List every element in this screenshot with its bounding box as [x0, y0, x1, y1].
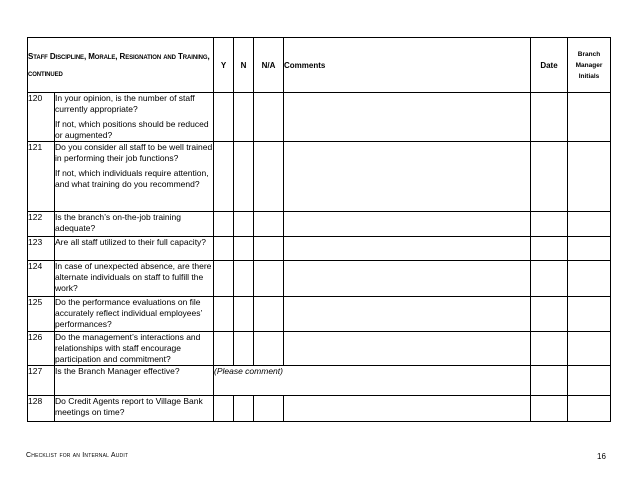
date-cell[interactable] — [531, 297, 568, 332]
comments-cell[interactable] — [284, 396, 531, 422]
date-cell[interactable] — [531, 93, 568, 142]
answer-yes-cell[interactable] — [214, 332, 234, 366]
table-row — [28, 332, 611, 366]
answer-na-cell[interactable] — [254, 93, 284, 142]
date-cell[interactable] — [531, 212, 568, 237]
initials-cell[interactable] — [568, 396, 611, 422]
answer-no-cell[interactable] — [234, 396, 254, 422]
comments-cell[interactable] — [284, 297, 531, 332]
col-comments-header: Comments — [284, 38, 531, 93]
answer-na-cell[interactable] — [254, 142, 284, 212]
col-yes-header: Y — [214, 38, 234, 93]
initials-cell[interactable] — [568, 261, 611, 297]
answer-no-cell[interactable] — [234, 237, 254, 261]
comments-cell[interactable] — [284, 93, 531, 142]
answer-na-cell[interactable] — [254, 212, 284, 237]
date-cell[interactable] — [531, 396, 568, 422]
comments-cell[interactable] — [284, 142, 531, 212]
answer-yes-cell[interactable] — [214, 142, 234, 212]
initials-cell[interactable] — [568, 212, 611, 237]
question-text: Do the performance evaluations on file accurately reflect individual employees’ performances? — [55, 297, 203, 329]
item-number: 125 — [28, 297, 55, 332]
answer-no-cell[interactable] — [234, 142, 254, 212]
initials-cell[interactable] — [568, 93, 611, 142]
question-text: Are all staff utilized to their full capacity? — [55, 237, 207, 247]
table-row — [28, 396, 611, 422]
item-question — [55, 142, 214, 212]
item-question — [55, 297, 214, 332]
date-cell[interactable] — [531, 332, 568, 366]
table-row — [28, 142, 611, 212]
checklist-rows — [28, 93, 611, 422]
col-date-header: Date — [531, 38, 568, 93]
question-text: Do you consider all staff to be well trained in performing their job functions? — [55, 142, 213, 163]
comment-note: (Please comment) — [214, 366, 531, 396]
question-text: If not, which individuals require attention, and what training do you recommend? — [55, 168, 209, 189]
answer-na-cell[interactable] — [254, 237, 284, 261]
date-cell[interactable] — [531, 142, 568, 212]
answer-no-cell[interactable] — [234, 332, 254, 366]
section-title: Staff Discipline, Morale, Resignation and Training, continued — [28, 38, 214, 93]
comments-cell[interactable] — [284, 212, 531, 237]
answer-na-cell[interactable] — [254, 297, 284, 332]
answer-yes-cell[interactable] — [214, 93, 234, 142]
question-text: If not, which positions should be reduced or augmented? — [55, 119, 209, 140]
question-text: Do Credit Agents report to Village Bank meetings on time? — [55, 396, 203, 417]
item-number: 128 — [28, 396, 55, 422]
table-row — [28, 237, 611, 261]
question-text: In your opinion, is the number of staff currently appropriate? — [55, 93, 195, 114]
initials-cell[interactable] — [568, 332, 611, 366]
comments-cell[interactable] — [284, 261, 531, 297]
table-row — [28, 261, 611, 297]
answer-yes-cell[interactable] — [214, 237, 234, 261]
item-question — [55, 93, 214, 142]
answer-no-cell[interactable] — [234, 93, 254, 142]
answer-no-cell[interactable] — [234, 261, 254, 297]
item-number: 121 — [28, 142, 55, 212]
initials-cell[interactable] — [568, 366, 611, 396]
answer-yes-cell[interactable] — [214, 297, 234, 332]
item-number: 122 — [28, 212, 55, 237]
answer-no-cell[interactable] — [234, 212, 254, 237]
answer-na-cell[interactable] — [254, 332, 284, 366]
item-question — [55, 212, 214, 237]
page-number: 16 — [597, 452, 606, 461]
question-text: Is the Branch Manager effective? — [55, 366, 180, 376]
date-cell[interactable] — [531, 237, 568, 261]
comments-cell[interactable] — [284, 332, 531, 366]
table-row — [28, 297, 611, 332]
question-text: In case of unexpected absence, are there alternate individuals on staff to fulfill the work? — [55, 261, 212, 293]
item-question — [55, 332, 214, 366]
footer-title: Checklist for an Internal Audit — [26, 452, 129, 459]
item-question — [55, 396, 214, 422]
answer-yes-cell[interactable] — [214, 396, 234, 422]
item-number: 127 — [28, 366, 55, 396]
answer-no-cell[interactable] — [234, 297, 254, 332]
initials-cell[interactable] — [568, 237, 611, 261]
col-initials-header: Branch Manager Initials — [568, 38, 611, 93]
date-cell[interactable] — [531, 261, 568, 297]
answer-yes-cell[interactable] — [214, 212, 234, 237]
answer-na-cell[interactable] — [254, 261, 284, 297]
item-question — [55, 237, 214, 261]
table-row — [28, 93, 611, 142]
question-text: Is the branch’s on-the-job training adequate? — [55, 212, 182, 233]
answer-na-cell[interactable] — [254, 396, 284, 422]
col-no-header: N — [234, 38, 254, 93]
date-cell[interactable] — [531, 366, 568, 396]
table-row — [28, 366, 611, 396]
initials-cell[interactable] — [568, 297, 611, 332]
audit-checklist-table — [27, 37, 611, 422]
answer-yes-cell[interactable] — [214, 261, 234, 297]
item-question — [55, 261, 214, 297]
col-na-header: N/A — [254, 38, 284, 93]
item-number: 120 — [28, 93, 55, 142]
item-number: 126 — [28, 332, 55, 366]
item-question — [55, 366, 214, 396]
item-number: 124 — [28, 261, 55, 297]
initials-cell[interactable] — [568, 142, 611, 212]
comments-cell[interactable] — [284, 237, 531, 261]
table-row — [28, 212, 611, 237]
item-number: 123 — [28, 237, 55, 261]
header-row — [28, 38, 611, 93]
question-text: Do the management’s interactions and relationships with staff encourage participation and commitment? — [55, 332, 201, 364]
